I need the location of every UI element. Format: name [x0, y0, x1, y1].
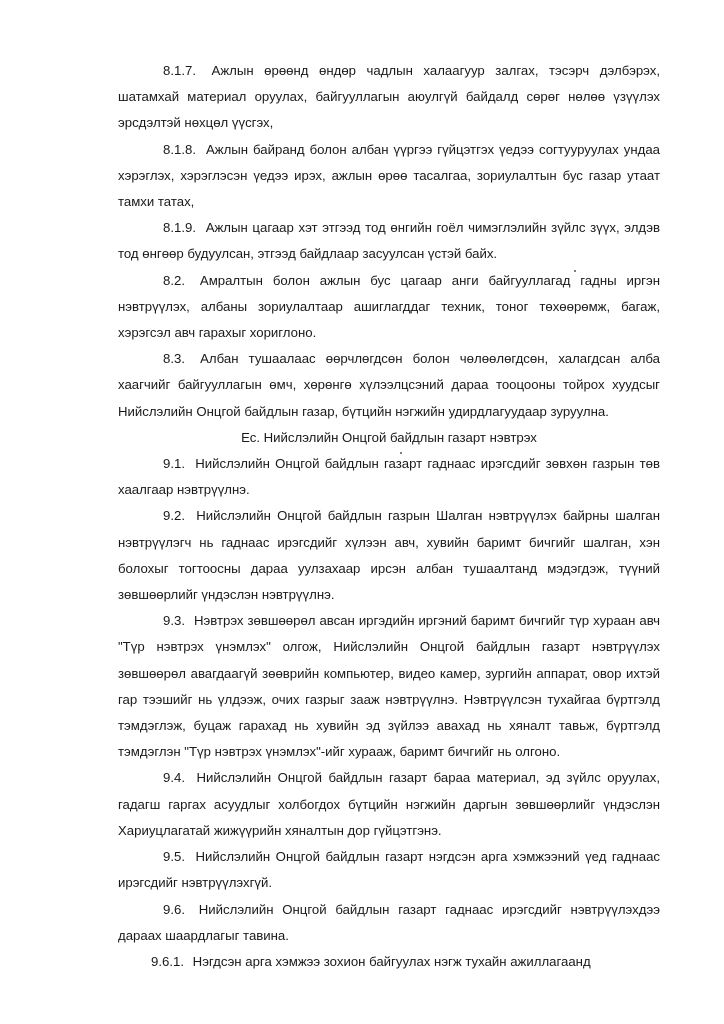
paragraph-9-3 — [118, 608, 660, 765]
paragraph-text: Нийслэлийн Онцгой байдлын газарт гаднаас ирэгсдийг нэвтрүүлэхдээ дараах шаардлагыг тавина. — [118, 901, 660, 943]
paragraph-number: 9.6.1. — [151, 953, 184, 969]
paragraph-number: 9.5. — [163, 849, 185, 865]
paragraph-text: Ажлын өрөөнд өндөр чадлын халаагуур залгах, тэсэрч дэлбэрэх, шатамхай материал оруулах, байгууллагын аюулгүй байдалд сөрөг нөлөө үзүүлэх эрсдэлтэй нөхцөл үүсгэх, — [118, 63, 660, 131]
paragraph-number: 9.4. — [163, 770, 185, 786]
paragraph-number: 9.1. — [163, 456, 185, 472]
paragraph-9-1 — [118, 451, 660, 503]
paragraph-text: Нэгдсэн арга хэмжээ зохион байгуулах нэгж тухайн ажиллагаанд — [192, 953, 591, 969]
paragraph-number: 8.2. — [163, 272, 185, 288]
section-heading: Ес. Нийслэлийн Онцгой байдлын газарт нэвтрэх — [241, 429, 537, 445]
paragraph-number: 8.1.7. — [163, 63, 196, 78]
paragraph-number: 8.1.9. — [163, 220, 196, 236]
paragraph-text: Нийслэлийн Онцгой байдлын газарт гаднаас ирэгсдийг зөвхөн газрын төв хаалгаар нэвтрүүлнэ. — [118, 456, 661, 498]
paragraph-8-1-8 — [118, 137, 660, 216]
paragraph-number: 8.3. — [163, 351, 185, 367]
paragraph-text: Ажлын байранд болон албан үүргээ гүйцэтгэх үедээ согтууруулах ундаа хэрэглэх, хэрэглэсэн үедээ ирэх, ажлын өрөө тасалгаа, зориулалтын бус газар утаат тамхи татах, — [118, 141, 660, 210]
paragraph-9-4 — [118, 765, 660, 844]
document-body — [118, 58, 660, 975]
paragraph-text: Албан тушаалаас өөрчлөгдсөн болон чөлөөлөгдсөн, халагдсан алба хаагчийг байгууллагын өмч, хөрөнгө хүлээлцсэний дараа тооцооны тойрох хуудсыг Нийслэлийн Онцгой байдлын газар, бүтцийн нэгжийн удирдлагуудаар зуруулна. — [118, 351, 660, 419]
paragraph-9-5 — [118, 844, 660, 896]
scan-speck — [400, 452, 402, 454]
paragraph-8-1-7 — [118, 58, 660, 137]
paragraph-number: 9.3. — [163, 613, 185, 629]
paragraph-9-6 — [118, 897, 660, 949]
paragraph-text: Амралтын болон ажлын бус цагаар анги байгууллагад гадны иргэн нэвтрүүлэх, албаны зориулалтаар ашиглагддаг техник, тоног төхөөрөмж, багаж, хэрэгсэл авч гарахыг хориглоно. — [118, 272, 661, 341]
paragraph-8-3 — [118, 346, 660, 425]
paragraph-text: Нийслэлийн Онцгой байдлын газарт бараа материал, эд зүйлс оруулах, гадагш гаргах асуудлыг холбогдох бүтцийн нэгжийн даргын зөвшөөрлийг үндэслэн Хариуцлагатай жижүүрийн хяналтын дор гүйцэтгэнэ. — [118, 770, 661, 838]
scan-speck — [574, 270, 576, 272]
paragraph-text: Нийслэлийн Онцгой байдлын газрын Шалган нэвтрүүлэх байрны шалган нэвтрүүлэгч нь гаднаас ирэгсдийг хүлээн авч, хувийн баримт бичгийг шалган, хэн болохыг тогтоосны дараа уулзахаар ирсэн албан тушаалтанд мэдэгдэж, түүний зөвшөөрлийг үндэслэн нэвтрүүлнэ. — [118, 508, 660, 603]
paragraph-9-6-1 — [118, 949, 660, 975]
paragraph-text: Нийслэлийн Онцгой байдлын газарт нэгдсэн арга хэмжээний үед гаднаас ирэгсдийг нэвтрүүлэхгүй. — [118, 849, 661, 891]
paragraph-8-1-9 — [118, 215, 660, 267]
paragraph-text: Нэвтрэх зөвшөөрөл авсан иргэдийн иргэний баримт бичгийг түр хураан авч "Түр нэвтрэх үнэмлэх" олгож, Нийслэлийн Онцгой байдлын газарт нэвтрүүлэх зөвшөөрөл авагдаагүй зөөврийн компьютер, видео камер, зургийн аппарат, овор ихтэй гар тээшийг нь үлдээж, очих газрыг зааж нэвтрүүлнэ. Нэвтрүүлсэн тухайгаа бүртгэлд тэмдэглэж, буцаж гарахад нь хувийн эд зүйлээ авахад нь хяналт тавьж, бүртгэлд тэмдэглэн "Түр нэвтрэх үнэмлэх"-ийг хурааж, баримт бичгийг нь олгоно. — [118, 613, 660, 760]
paragraph-number: 8.1.8. — [163, 141, 196, 157]
paragraph-9-2 — [118, 503, 660, 608]
paragraph-number: 9.6. — [163, 901, 185, 917]
paragraph-8-2 — [118, 268, 660, 347]
paragraph-number: 9.2. — [163, 508, 185, 524]
paragraph-text: Ажлын цагаар хэт этгээд тод өнгийн гоёл чимэглэлийн зүйлс зүүх, элдэв тод өнгөөр будуулсан, этгээд байдлаар засуулсан үстэй байх. — [118, 220, 661, 262]
